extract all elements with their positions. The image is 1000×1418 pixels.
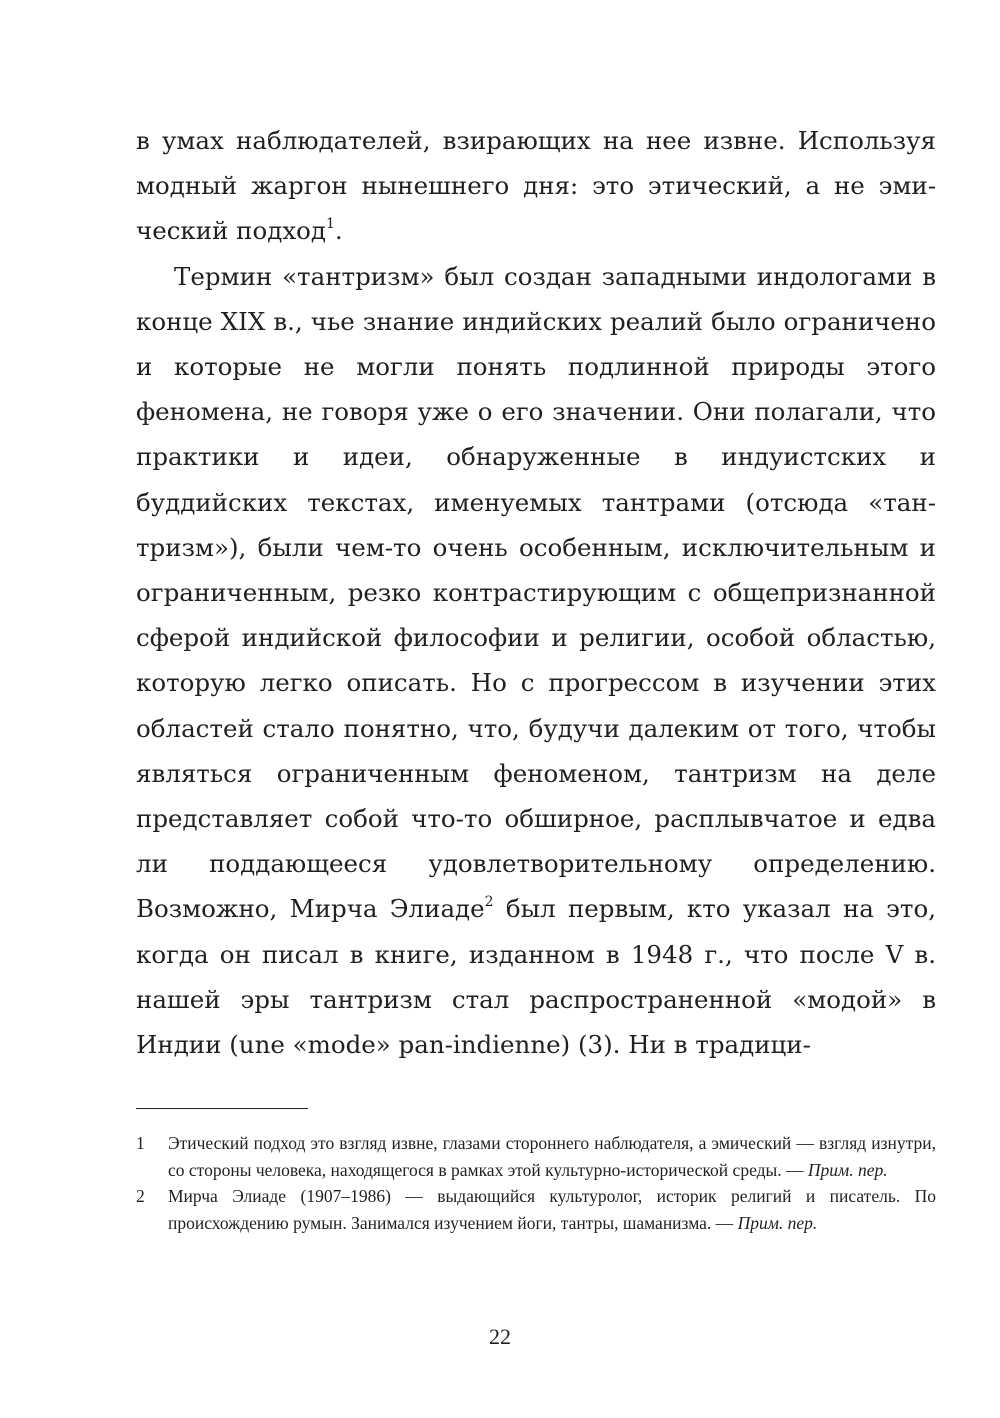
paragraph-1-end: . xyxy=(334,216,343,246)
footnote-text xyxy=(168,1130,936,1183)
paragraph-1-text: в умах наблюдателей, взирающих на нее извне. Используя модный жаргон нынешнего дня: это этический, а не эмический подход xyxy=(136,126,936,246)
footnote-body: Этический подход это взгляд извне, глазами стороннего наблюдателя, а эмический — взгляд изнутри, со стороны человека, находящегося в рамках этой культурно-исторической среды. — xyxy=(168,1133,936,1180)
footnote-text xyxy=(168,1183,936,1236)
footnote-number: 1 xyxy=(136,1133,145,1153)
footnote-number: 2 xyxy=(136,1186,145,1206)
paragraph-2-text-a: Термин «тантризм» был создан западными индологами в конце XIX в., чье знание индийских реалий было ограничено и которые не могли понять подлинной природы этого феномена, не говоря уже о его значении. Они полагали, что практики и идеи, обнаруженные в индуистских и буддийских текстах, именуемых тантрами (отсюда «тантризм»), были чем-то очень особенным, исключительным и ограниченным, резко контрастирующим с общепризнанной сферой индийской философии и религии, особой областью, которую легко описать. Но с прогрессом в изучении этих областей стало понятно, что, будучи далеким от того, чтобы являться ограниченным феноменом, тантризм на деле представляет собой что-то обширное, расплывчатое и едва ли поддающееся удовлетворительному определению. Возможно, Мирча Элиаде xyxy=(136,261,936,924)
footnote-separator xyxy=(136,1108,308,1109)
footnote-ref-1[interactable]: 1 xyxy=(326,216,335,233)
paragraph-1 xyxy=(136,118,936,254)
paragraph-2-text-b: был первым, кто указал на это, когда он писал в книге, изданном в 1948 г., что после V в. нашей эры тантризм стал распространенной «модой» в Индии (une «mode» pan-indienne) (3). Ни в традици- xyxy=(136,894,936,1060)
footnote-ref-2[interactable]: 2 xyxy=(484,894,494,911)
footnotes xyxy=(136,1130,936,1236)
translator-note-tag: Прим. пер. xyxy=(737,1212,818,1233)
footnote-body: Мирча Элиаде (1907–1986) — выдающийся культуролог, историк религий и писатель. По происхождению румын. Занимался изучением йоги, тантры, шаманизма. — xyxy=(168,1186,936,1233)
main-text xyxy=(136,118,936,1067)
page-number: 22 xyxy=(489,1324,511,1349)
footnote-1 xyxy=(136,1130,936,1183)
translator-note-tag: Прим. пер. xyxy=(807,1159,888,1180)
footnote-2 xyxy=(136,1183,936,1236)
paragraph-2 xyxy=(136,254,936,1068)
